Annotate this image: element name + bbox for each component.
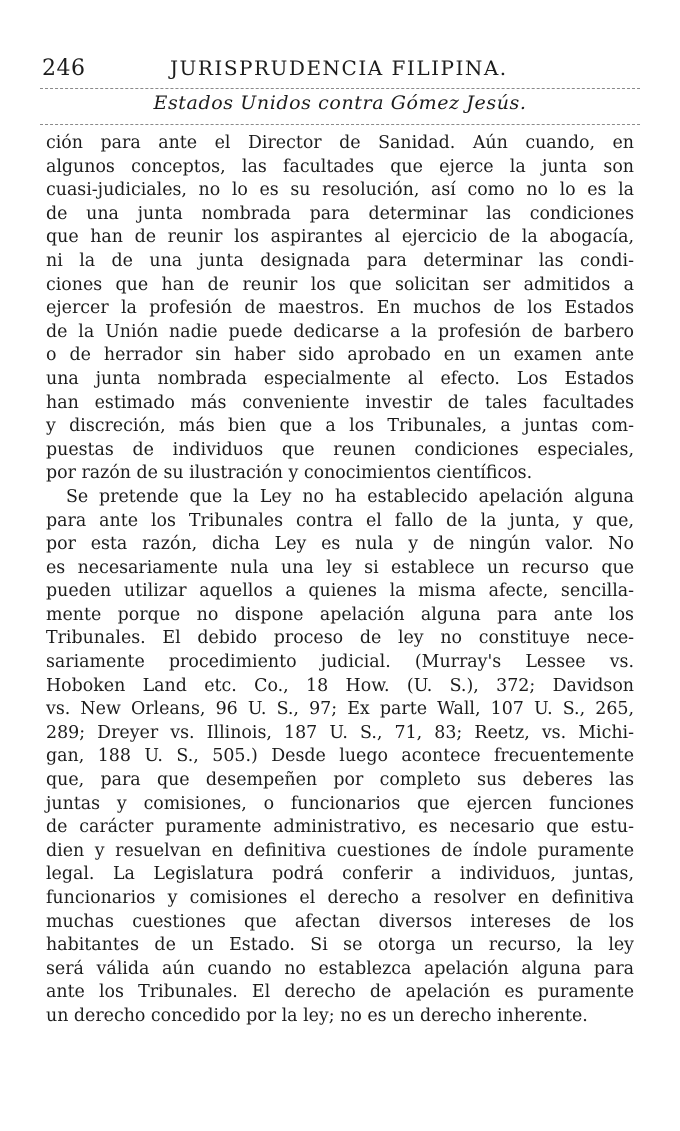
text-line: será válida aún cuando no establezca apelación alguna para — [46, 958, 634, 979]
text-line: gan, 188 U. S., 505.) Desde luego acontece frecuentemente — [46, 746, 634, 767]
text-line: o de herrador sin haber sido aprobado en un examen ante — [46, 345, 634, 366]
page-number: 246 — [42, 56, 86, 81]
page-header — [40, 48, 640, 88]
text-line: legal. La Legislatura podrá conferir a individuos, juntas, — [46, 864, 634, 885]
text-line: es necesariamente nula una ley si establece un recurso que — [46, 557, 634, 578]
text-line: un derecho concedido por la ley; no es un derecho inherente. — [46, 1005, 588, 1026]
text-line: 289; Dreyer vs. Illinois, 187 U. S., 71, 83; Reetz, vs. Michi- — [46, 722, 634, 743]
text-line: para ante los Tribunales contra el fallo de la junta, y que, — [46, 510, 634, 531]
case-title-divider — [40, 124, 640, 125]
text-line: que, para que desempeñen por completo sus deberes las — [46, 770, 634, 791]
text-line: funcionarios y comisiones el derecho a resolver en definitiva — [46, 888, 634, 908]
text-line: juntas y comisiones, o funcionarios que ejercen funciones — [46, 793, 634, 814]
text-line: que han de reunir los aspirantes al ejercicio de la abogacía, — [46, 227, 634, 248]
text-line: mente porque no dispone apelación alguna para ante los — [46, 604, 634, 625]
text-line: puestas de individuos que reunen condiciones especiales, — [46, 439, 634, 460]
text-line: vs. New Orleans, 96 U. S., 97; Ex parte Wall, 107 U. S., 265, — [46, 699, 634, 720]
text-line: por esta razón, dicha Ley es nula y de ningún valor. No — [46, 534, 634, 555]
text-line: ciones que han de reunir los que solicitan ser admitidos a — [46, 274, 634, 295]
text-line: ante los Tribunales. El derecho de apelación es puramente — [46, 982, 634, 1003]
text-line: de carácter puramente administrativo, es necesario que estu- — [46, 817, 634, 838]
text-line: habitantes de un Estado. Si se otorga un recurso, la ley — [46, 935, 634, 956]
paragraph-start-line: Se pretende que la Ley no ha establecido apelación alguna — [66, 486, 634, 507]
running-title: JURISPRUDENCIA FILIPINA. — [170, 56, 508, 80]
case-title: Estados Unidos contra Gómez Jesús. — [153, 92, 527, 114]
text-line: por razón de su ilustración y conocimientos científicos. — [46, 463, 533, 484]
text-line: ción para ante el Director de Sanidad. Aún cuando, en — [46, 133, 634, 153]
text-line: pueden utilizar aquellos a quienes la misma afecte, sencilla- — [46, 581, 634, 602]
text-line: de la Unión nadie puede dedicarse a la profesión de barbero — [46, 321, 634, 342]
text-line: de una junta nombrada para determinar las condiciones — [46, 203, 634, 224]
body-text — [46, 132, 634, 1029]
text-line: y discreción, más bien que a los Tribunales, a juntas com- — [46, 416, 634, 437]
text-line: Hoboken Land etc. Co., 18 How. (U. S.), 372; Davidson — [46, 675, 634, 696]
text-line: dien y resuelvan en definitiva cuestiones de índole puramente — [46, 840, 634, 861]
text-line: muchas cuestiones que afectan diversos intereses de los — [46, 911, 634, 932]
text-line: sariamente procedimiento judicial. (Murray's Lessee vs. — [46, 652, 634, 673]
text-line: ejercer la profesión de maestros. En muchos de los Estados — [46, 298, 634, 319]
text-line: ni la de una junta designada para determinar las condi- — [46, 250, 634, 271]
header-divider — [40, 88, 640, 89]
text-line: cuasi-judiciales, no lo es su resolución, así como no lo es la — [46, 180, 634, 201]
text-line: han estimado más conveniente investir de tales facultades — [46, 392, 634, 413]
text-line: una junta nombrada especialmente al efecto. Los Estados — [46, 368, 634, 389]
text-line: algunos conceptos, las facultades que ejerce la junta son — [46, 156, 634, 177]
text-line: Tribunales. El debido proceso de ley no constituye nece- — [46, 628, 634, 649]
